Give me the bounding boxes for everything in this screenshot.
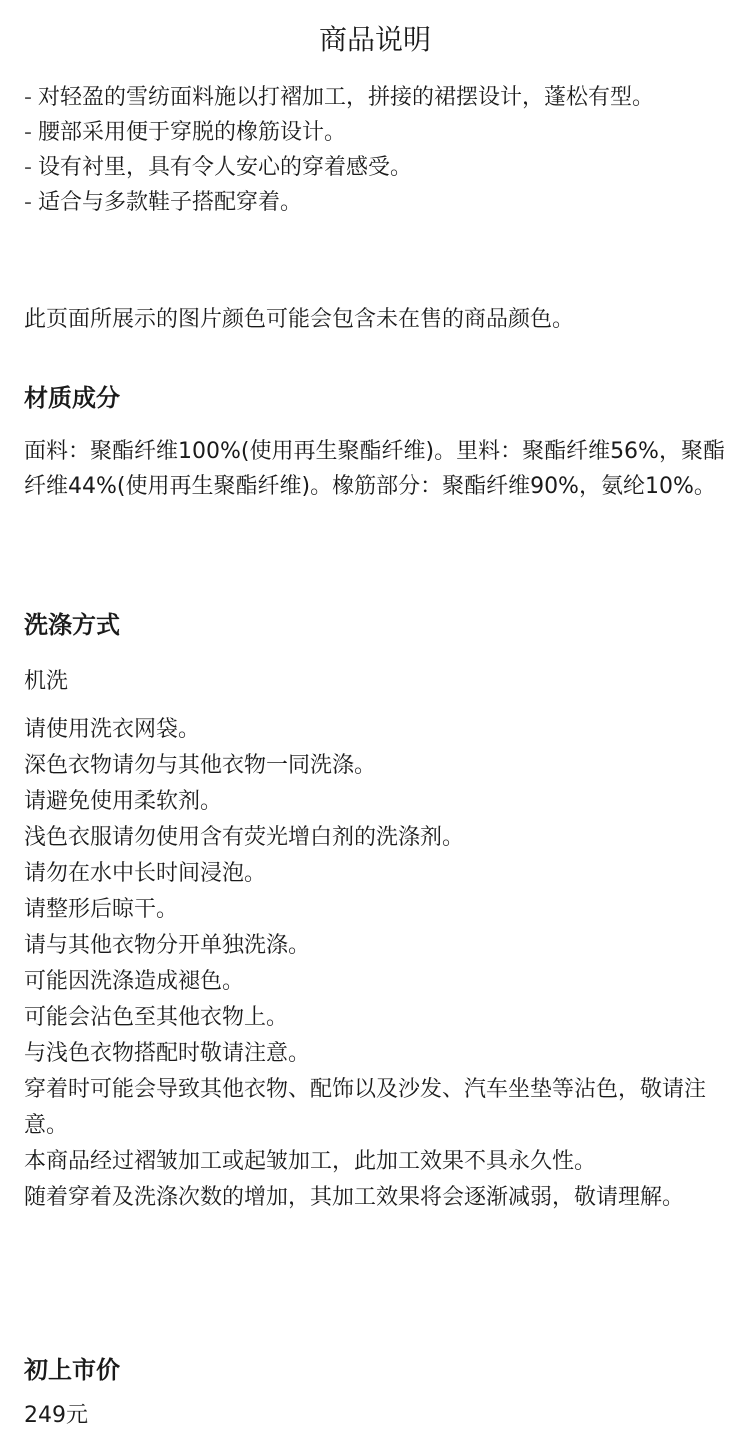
- feature-item: [24, 80, 726, 115]
- care-instruction: 穿着时可能会导致其他衣物、配饰以及沙发、汽车坐垫等沾色，敬请注意。: [24, 1077, 707, 1138]
- care-instruction: 可能因洗涤造成褪色。: [24, 969, 245, 994]
- material-heading: 材质成分: [24, 384, 120, 412]
- feature-text: 设有衬里，具有令人安心的穿着感受。: [38, 155, 413, 180]
- care-instruction: 请勿在水中长时间浸泡。: [24, 861, 267, 886]
- feature-text: 对轻盈的雪纺面料施以打褶加工，拼接的裙摆设计，蓬松有型。: [38, 85, 655, 110]
- dash-bullet-icon: -: [24, 85, 32, 110]
- care-instruction: 可能会沾色至其他衣物上。: [24, 1005, 289, 1030]
- feature-text: 腰部采用便于穿脱的橡筋设计。: [38, 120, 347, 145]
- care-instruction: 请与其他衣物分开单独洗涤。: [24, 933, 311, 958]
- material-text: 面料：聚酯纤维100%(使用再生聚酯纤维)。里料：聚酯纤维56%，聚酯纤维44%(使用再生聚酯纤维)。橡筋部分：聚酯纤维90%，氨纶10%。: [24, 439, 725, 499]
- care-instruction-list: [24, 712, 726, 1216]
- feature-item: [24, 150, 726, 185]
- care-instruction: 请整形后晾干。: [24, 897, 179, 922]
- price-value: 249元: [24, 1403, 88, 1428]
- care-instruction: 与浅色衣物搭配时敬请注意。: [24, 1041, 311, 1066]
- dash-bullet-icon: -: [24, 190, 32, 215]
- dash-bullet-icon: -: [24, 155, 32, 180]
- care-instruction: 浅色衣服请勿使用含有荧光增白剂的洗涤剂。: [24, 825, 465, 850]
- care-instruction: 深色衣物请勿与其他衣物一同洗涤。: [24, 753, 377, 778]
- feature-text: 适合与多款鞋子搭配穿着。: [38, 190, 303, 215]
- feature-item: [24, 115, 726, 150]
- care-instruction: 请避免使用柔软剂。: [24, 789, 223, 814]
- price-heading: 初上市价: [24, 1356, 120, 1384]
- dash-bullet-icon: -: [24, 120, 32, 145]
- care-instruction: 随着穿着及洗涤次数的增加，其加工效果将会逐渐减弱，敬请理解。: [24, 1185, 685, 1210]
- care-instruction: 请使用洗衣网袋。: [24, 717, 201, 742]
- color-disclaimer: 此页面所展示的图片颜色可能会包含未在售的商品颜色。: [24, 307, 575, 332]
- page-title: 商品说明: [318, 23, 431, 56]
- feature-item: [24, 185, 726, 220]
- care-instruction: 本商品经过褶皱加工或起皱加工，此加工效果不具永久性。: [24, 1149, 597, 1174]
- washing-heading: 洗涤方式: [24, 611, 120, 639]
- feature-list: [24, 80, 726, 220]
- washing-method: 机洗: [24, 669, 69, 694]
